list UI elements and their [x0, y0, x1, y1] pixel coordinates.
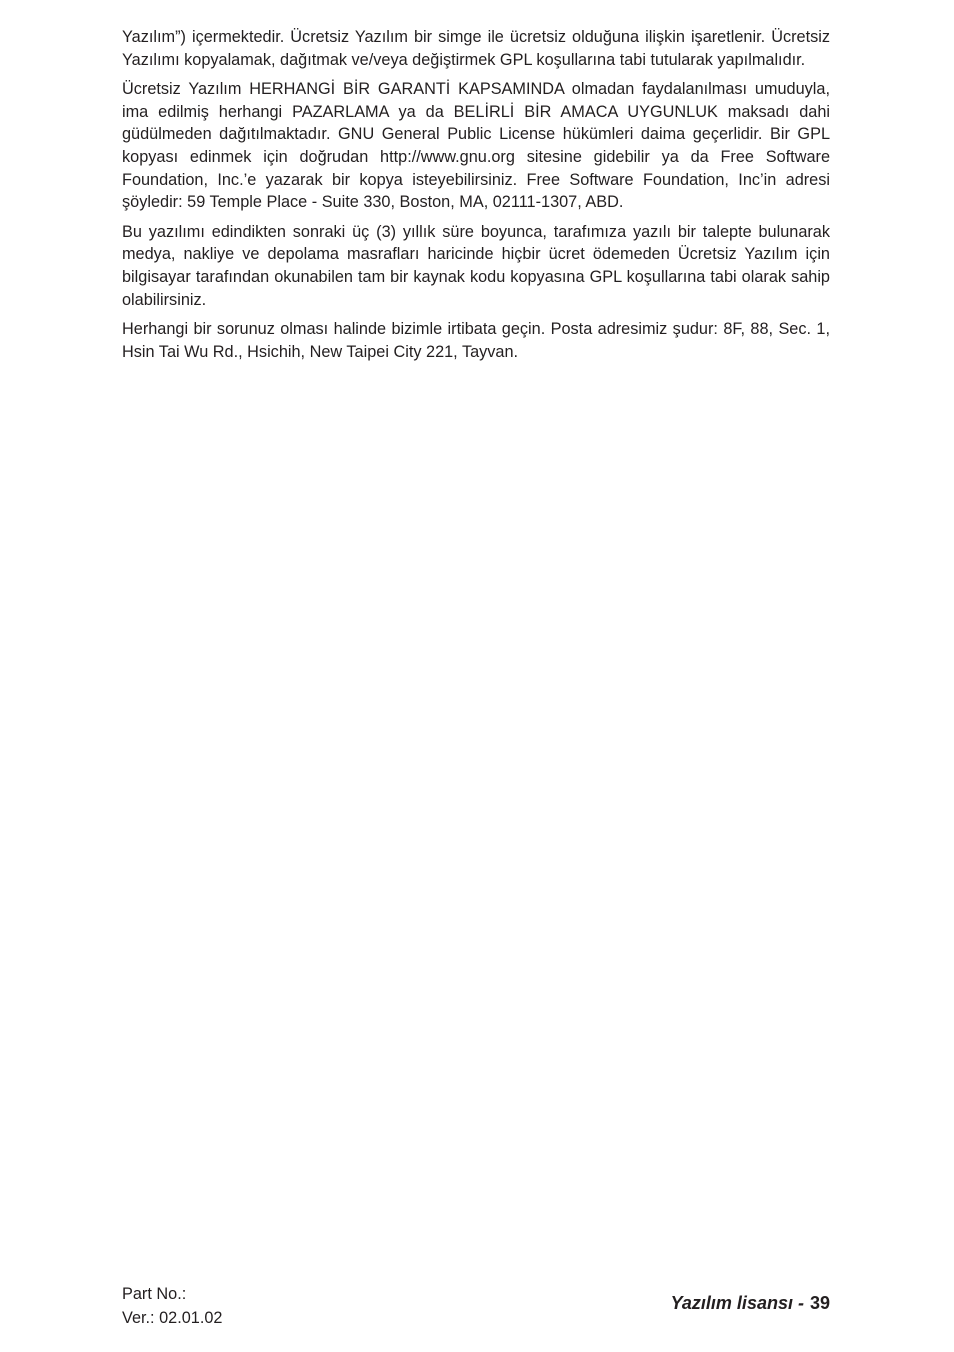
version-number: Ver.: 02.01.02 — [122, 1309, 223, 1327]
page-number: 39 — [809, 1293, 830, 1313]
paragraph-2: Ücretsiz Yazılım HERHANGİ BİR GARANTİ KAPSAMINDA olmadan faydalanılması umuduyla, ima edilmiş herhangi PAZARLAMA ya da BELİRLİ BİR AMACA UYGUNLUK maksadı dahi güdülmeden dağıtılmaktadır. GNU General Public License hükümleri daima geçerlidir. Bir GPL kopyası edinmek için doğrudan http://www.gnu.org sitesine gidebilir ya da Free Software Foundation, Inc.’e yazarak bir kopya isteyebilirsiniz. Free Software Foundation, Inc’in adresi şöyledir: 59 Temple Place - Suite 330, Boston, MA, 02111-1307, ABD. — [122, 80, 830, 212]
section-title: Yazılım lisansı - — [670, 1293, 804, 1313]
footer-part-info — [122, 1282, 223, 1330]
paragraph-4: Herhangi bir sorunuz olması halinde bizimle irtibata geçin. Posta adresimiz şudur: 8F, 88, Sec. 1, Hsin Tai Wu Rd., Hsichih, New Taipei City 221, Tayvan. — [122, 320, 830, 361]
paragraph-1: Yazılım”) içermektedir. Ücretsiz Yazılım bir simge ile ücretsiz olduğuna ilişkin işaretlenir. Ücretsiz Yazılımı kopyalamak, dağıtmak ve/veya değiştirmek GPL koşullarına tabi tutularak yapılmalıdır. — [122, 28, 830, 69]
part-number: Part No.: — [122, 1285, 187, 1303]
page-footer-title — [671, 1291, 830, 1315]
body-text — [122, 26, 830, 370]
paragraph-3: Bu yazılımı edindikten sonraki üç (3) yıllık süre boyunca, tarafımıza yazılı bir talepte bulunarak medya, nakliye ve depolama masrafları haricinde hiçbir ücret ödemeden Ücretsiz Yazılım için bilgisayar tarafından okunabilen tam bir kaynak kodu kopyasına GPL koşullarına tabi olarak sahip olabilirsiniz. — [122, 222, 830, 309]
